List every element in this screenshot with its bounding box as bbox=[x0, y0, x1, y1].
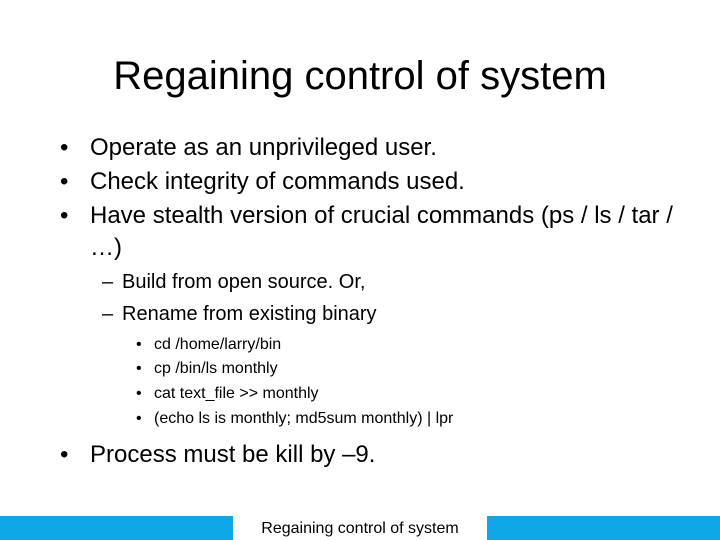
footer-label: Regaining control of system bbox=[233, 516, 487, 540]
dash-marker: – bbox=[102, 271, 114, 293]
command-text: cat text_file >> monthly bbox=[154, 385, 319, 402]
bullet-text: Have stealth version of crucial commands (ps / ls / tar / …) bbox=[90, 202, 673, 261]
bullet-dot: • bbox=[60, 202, 69, 229]
bullet-text: Check integrity of commands used. bbox=[90, 168, 465, 195]
bullet-dot: • bbox=[136, 360, 142, 377]
command-text: (echo ls is monthly; md5sum monthly) | lpr bbox=[154, 410, 454, 427]
bullet-dot: • bbox=[136, 410, 142, 427]
bullet-dot: • bbox=[60, 134, 69, 161]
bullet-dot: • bbox=[136, 385, 142, 402]
slide-title: Regaining control of system bbox=[113, 54, 607, 98]
bullet-text: Operate as an unprivileged user. bbox=[90, 134, 437, 161]
command-text: cp /bin/ls monthly bbox=[154, 360, 278, 377]
sub-bullet-text: Build from open source. Or, bbox=[122, 271, 366, 293]
footer-bar bbox=[0, 516, 720, 540]
dash-marker: – bbox=[102, 303, 114, 325]
bullet-text: Process must be kill by –9. bbox=[90, 441, 376, 468]
command-text: cd /home/larry/bin bbox=[154, 336, 282, 353]
bullet-dot: • bbox=[136, 336, 142, 353]
bullet-dot: • bbox=[60, 441, 69, 468]
sub-bullet-text: Rename from existing binary bbox=[122, 303, 377, 325]
bullet-dot: • bbox=[60, 168, 69, 195]
